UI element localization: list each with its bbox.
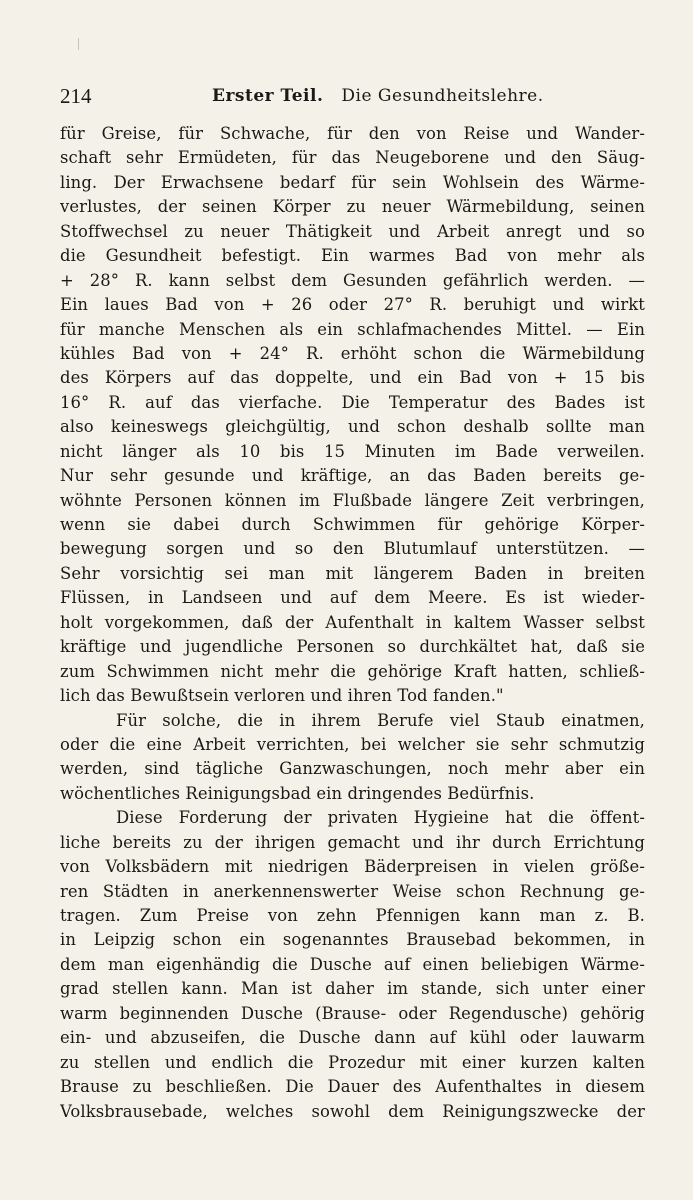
text-line: Brause zu beschließen. Die Dauer des Aufenthaltes in diesem (60, 1077, 645, 1097)
paragraph (60, 806, 645, 1124)
text-line: lich das Bewußtsein verloren und ihren Tod fanden." (60, 686, 504, 706)
text-line: liche bereits zu der ihrigen gemacht und ihr durch Errichtung (60, 832, 645, 852)
text-line: für manche Menschen als ein schlafmachendes Mittel. — Ein (60, 319, 645, 339)
text-line: werden, sind tägliche Ganzwaschungen, noch mehr aber ein (60, 759, 645, 779)
text-line: Diese Forderung der privaten Hygieine hat die öffent- (116, 808, 645, 828)
text-line: + 28° R. kann selbst dem Gesunden gefährlich werden. — (60, 270, 645, 290)
text-line: Für solche, die in ihrem Berufe viel Staub einatmen, (116, 710, 645, 730)
text-line: wöchentliches Reinigungsbad ein dringendes Bedürfnis. (60, 783, 535, 803)
text-line: ling. Der Erwachsene bedarf für sein Wohlsein des Wärme- (60, 172, 645, 192)
text-line: wenn sie dabei durch Schwimmen für gehörige Körper- (60, 515, 645, 534)
text-line: dem man eigenhändig die Dusche auf einen beliebigen Wärme- (60, 954, 645, 974)
running-head (212, 84, 544, 108)
text-line: Ein laues Bad von + 26 oder 27° R. beruhigt und wirkt (60, 295, 645, 315)
text-line: ein- und abzuseifen, die Dusche dann auf kühl oder lauwarm (60, 1028, 645, 1048)
text-line: kräftige und jugendliche Personen so durchkältet hat, daß sie (60, 637, 645, 657)
margin-mark (78, 38, 79, 50)
text-line: Flüssen, in Landseen und auf dem Meere. Es ist wieder- (60, 588, 645, 608)
text-line: also keineswegs gleichgültig, und schon deshalb sollte man (60, 417, 645, 437)
text-line: die Gesundheit befestigt. Ein warmes Bad von mehr als (60, 246, 645, 266)
text-line: zu stellen und endlich die Prozedur mit einer kurzen kalten (60, 1052, 645, 1072)
text-line: von Volksbädern mit niedrigen Bäderpreisen in vielen größe- (60, 857, 645, 877)
text-line: nicht länger als 10 bis 15 Minuten im Bade verweilen. (60, 441, 645, 461)
text-line: des Körpers auf das doppelte, und ein Bad von + 15 bis (60, 368, 645, 388)
text-line: holt vorgekommen, daß der Aufenthalt in kaltem Wasser selbst (60, 612, 645, 632)
text-line: tragen. Zum Preise von zehn Pfennigen kann man z. B. (60, 906, 645, 925)
text-line: für Greise, für Schwache, für den von Reise und Wander- (60, 124, 645, 143)
text-line: in Leipzig schon ein sogenanntes Brausebad bekommen, in (60, 930, 645, 950)
text-line: Volksbrausebade, welches sowohl dem Reinigungszwecke der (60, 1101, 645, 1121)
page-header (60, 84, 645, 108)
paragraph (60, 709, 645, 807)
text-line: ren Städten in anerkennenswerter Weise schon Rechnung ge- (60, 881, 645, 901)
running-head-section: Die Gesundheitslehre. (341, 86, 544, 106)
text-line: schaft sehr Ermüdeten, für das Neugeborene und den Säug- (60, 148, 645, 168)
page-number: 214 (60, 84, 92, 108)
paragraph (60, 122, 645, 709)
text-line: Nur sehr gesunde und kräftige, an das Baden bereits ge- (60, 466, 645, 486)
body-text (60, 122, 645, 1124)
text-line: Stoffwechsel zu neuer Thätigkeit und Arbeit anregt und so (60, 221, 645, 241)
text-line: warm beginnenden Dusche (Brause- oder Regendusche) gehörig (60, 1003, 645, 1023)
text-line: bewegung sorgen und so den Blutumlauf unterstützen. — (60, 539, 645, 559)
text-line: oder die eine Arbeit verrichten, bei welcher sie sehr schmutzig (60, 734, 645, 754)
text-line: verlustes, der seinen Körper zu neuer Wärmebildung, seinen (60, 197, 645, 217)
text-line: wöhnte Personen können im Flußbade längere Zeit verbringen, (60, 490, 645, 510)
text-line: zum Schwimmen nicht mehr die gehörige Kraft hatten, schließ- (60, 661, 645, 681)
text-line: grad stellen kann. Man ist daher im stande, sich unter einer (60, 979, 645, 999)
text-line: Sehr vorsichtig sei man mit längerem Baden in breiten (60, 563, 645, 583)
text-line: kühles Bad von + 24° R. erhöht schon die Wärmebildung (60, 343, 645, 363)
text-line: 16° R. auf das vierfache. Die Temperatur des Bades ist (60, 392, 645, 412)
running-head-part: Erster Teil. (212, 86, 324, 106)
